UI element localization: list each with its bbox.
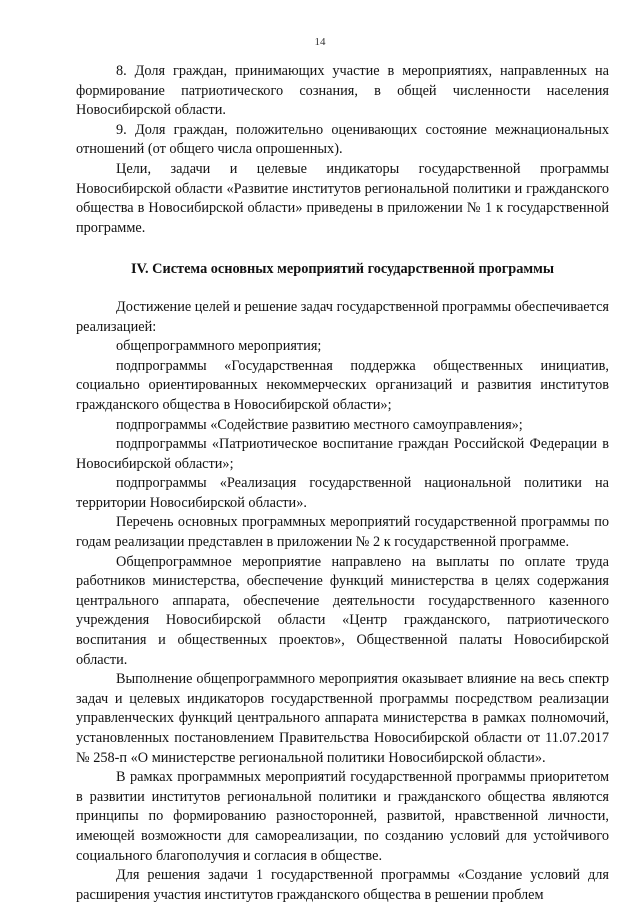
page-number: 14 xyxy=(314,36,326,48)
paragraph-goals-reference: Цели, задачи и целевые индикаторы государственной программы Новосибирской области «Развитие институтов региональной политики и гражданского общества в Новосибирской области» приведены в приложении № 1 к государственной программе. xyxy=(76,160,609,236)
paragraph-general-event-impact: Выполнение общепрограммного мероприятия оказывает влияние на весь спектр задач и целевых индикаторов государственной программы посредством реализации управленческих функций центрального аппарата министерства в рамках полномочий, установленных постановлением Правительства Новосибирской области от 11.07.2017 № 258-п «О министерстве региональной политики Новосибирской области». xyxy=(76,671,609,766)
paragraph-general-event-purpose: Общепрограммное мероприятие направлено на выплаты по оплате труда работников министерства, обеспечение функций министерства в целях содержания центрального аппарата, обеспечение деятельности государственного казенного учреждения Новосибирской области «Центр гражданского, патриотического воспитания и общественных проектов», Общественной палаты Новосибирской области. xyxy=(76,553,609,668)
list-item-subprogram-national-policy: подпрограммы «Реализация государственной национальной политики на территории Новосибирской области». xyxy=(76,475,609,511)
paragraph-indicator-9: 9. Доля граждан, положительно оценивающих состояние межнациональных отношений (от общего числа опрошенных). xyxy=(76,121,609,158)
paragraph-priorities: В рамках программных мероприятий государственной программы приоритетом в развитии институтов региональной политики и гражданского общества являются принципы по формированию разносторонней, развитой, нравственной личности, имеющей возможности для самореализации, по созданию условий для устойчивого социального благополучия и согласия в обществе. xyxy=(76,769,609,864)
section-heading: IV. Система основных мероприятий государственной программы xyxy=(130,261,555,278)
paragraph-task-1: Для решения задачи 1 государственной программы «Создание условий для расширения участия институтов гражданского общества в решении проблем xyxy=(76,867,609,903)
paragraph-indicator-8: 8. Доля граждан, принимающих участие в мероприятиях, направленных на формирование патриотического сознания, в общей численности населения Новосибирской области. xyxy=(76,63,609,119)
list-item-subprogram-patriotic-education: подпрограммы «Патриотическое воспитание граждан Российской Федерации в Новосибирской области»; xyxy=(76,436,609,472)
document-body xyxy=(76,62,609,905)
paragraph-achievement: Достижение целей и решение задач государственной программы обеспечивается реализацией: xyxy=(76,298,609,335)
list-item-subprogram-public-initiatives: подпрограммы «Государственная поддержка общественных инициатив, социально ориентированных некоммерческих организаций и развития институтов гражданского общества в Новосибирской области»; xyxy=(76,357,609,413)
list-item-subprogram-local-government: подпрограммы «Содействие развитию местного самоуправления»; xyxy=(116,416,523,433)
paragraph-events-list: Перечень основных программных мероприятий государственной программы по годам реализации представлен в приложении № 2 к государственной программе. xyxy=(76,514,609,551)
list-item-general-event: общепрограммного мероприятия; xyxy=(116,338,322,355)
